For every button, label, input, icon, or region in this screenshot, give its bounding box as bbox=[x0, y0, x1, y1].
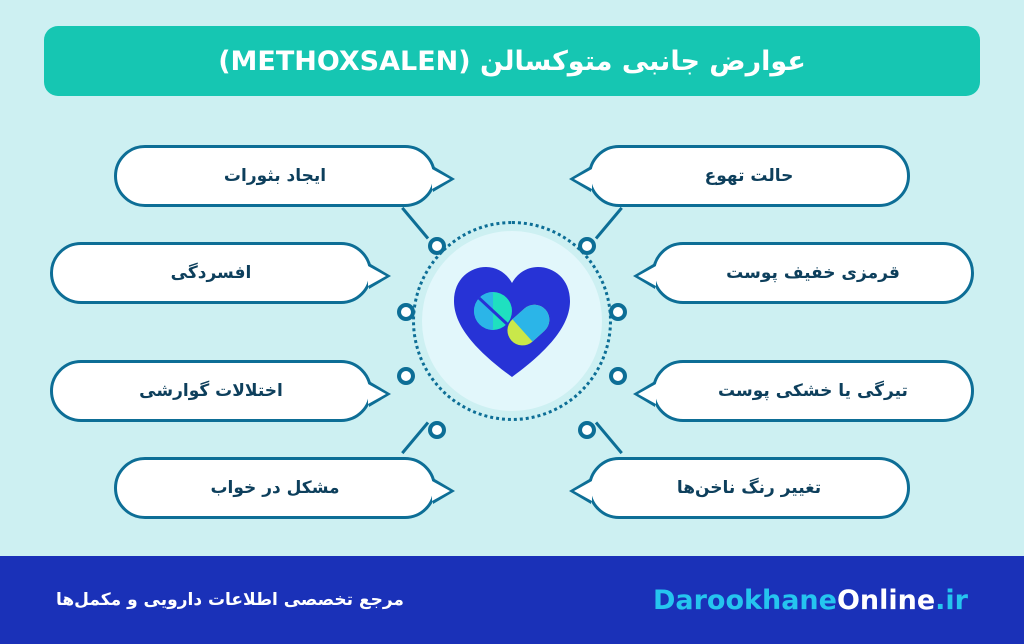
ring-node-mid-left bbox=[397, 367, 415, 385]
side-effect-label: تغییر رنگ ناخن‌ها bbox=[676, 478, 822, 498]
side-effect-label: تیرگی یا خشکی پوست bbox=[718, 381, 908, 401]
ring-node-right bbox=[609, 303, 627, 321]
logo-suffix: .ir bbox=[935, 584, 968, 616]
side-effect-card-skin-darkening[interactable] bbox=[652, 360, 974, 422]
side-effect-label: حالت تهوع bbox=[704, 166, 794, 186]
side-effect-card-nausea[interactable] bbox=[588, 145, 910, 207]
heart-pills-icon bbox=[452, 263, 572, 381]
ring-node-bottom-left bbox=[428, 421, 446, 439]
side-effect-card-digestive[interactable] bbox=[50, 360, 372, 422]
site-logo[interactable] bbox=[653, 585, 968, 616]
side-effect-card-skin-redness[interactable] bbox=[652, 242, 974, 304]
ring-node-top-left bbox=[428, 237, 446, 255]
side-effect-label: مشکل در خواب bbox=[210, 478, 340, 498]
footer-tagline: مرجع تخصصی اطلاعات دارویی و مکمل‌ها bbox=[56, 590, 404, 610]
center-graphic bbox=[406, 215, 618, 427]
side-effect-card-rash[interactable] bbox=[114, 145, 436, 207]
logo-primary: Darookhane bbox=[652, 584, 837, 616]
side-effect-card-nail-color[interactable] bbox=[588, 457, 910, 519]
side-effect-label: ایجاد بثورات bbox=[223, 166, 327, 186]
side-effect-label: اختلالات گوارشی bbox=[139, 381, 283, 401]
card-pointer-inner bbox=[574, 169, 592, 189]
page-title: عوارض جانبی متوکسالن (METHOXSALEN) bbox=[218, 45, 806, 77]
card-pointer-inner bbox=[368, 266, 386, 286]
header-banner bbox=[44, 26, 980, 96]
ring-node-mid-right bbox=[609, 367, 627, 385]
side-effect-card-depression[interactable] bbox=[50, 242, 372, 304]
card-pointer-inner bbox=[368, 384, 386, 404]
logo-secondary: Online bbox=[836, 584, 936, 616]
side-effect-card-sleep-problem[interactable] bbox=[114, 457, 436, 519]
ring-node-left bbox=[397, 303, 415, 321]
ring-node-bottom-right bbox=[578, 421, 596, 439]
footer-bar bbox=[0, 556, 1024, 644]
side-effect-label: افسردگی bbox=[170, 263, 252, 283]
ring-node-top-right bbox=[578, 237, 596, 255]
card-pointer-inner bbox=[432, 169, 450, 189]
card-pointer-inner bbox=[574, 481, 592, 501]
card-pointer-inner bbox=[432, 481, 450, 501]
card-pointer-inner bbox=[638, 384, 656, 404]
card-pointer-inner bbox=[638, 266, 656, 286]
side-effect-label: قرمزی خفیف پوست bbox=[726, 263, 900, 283]
